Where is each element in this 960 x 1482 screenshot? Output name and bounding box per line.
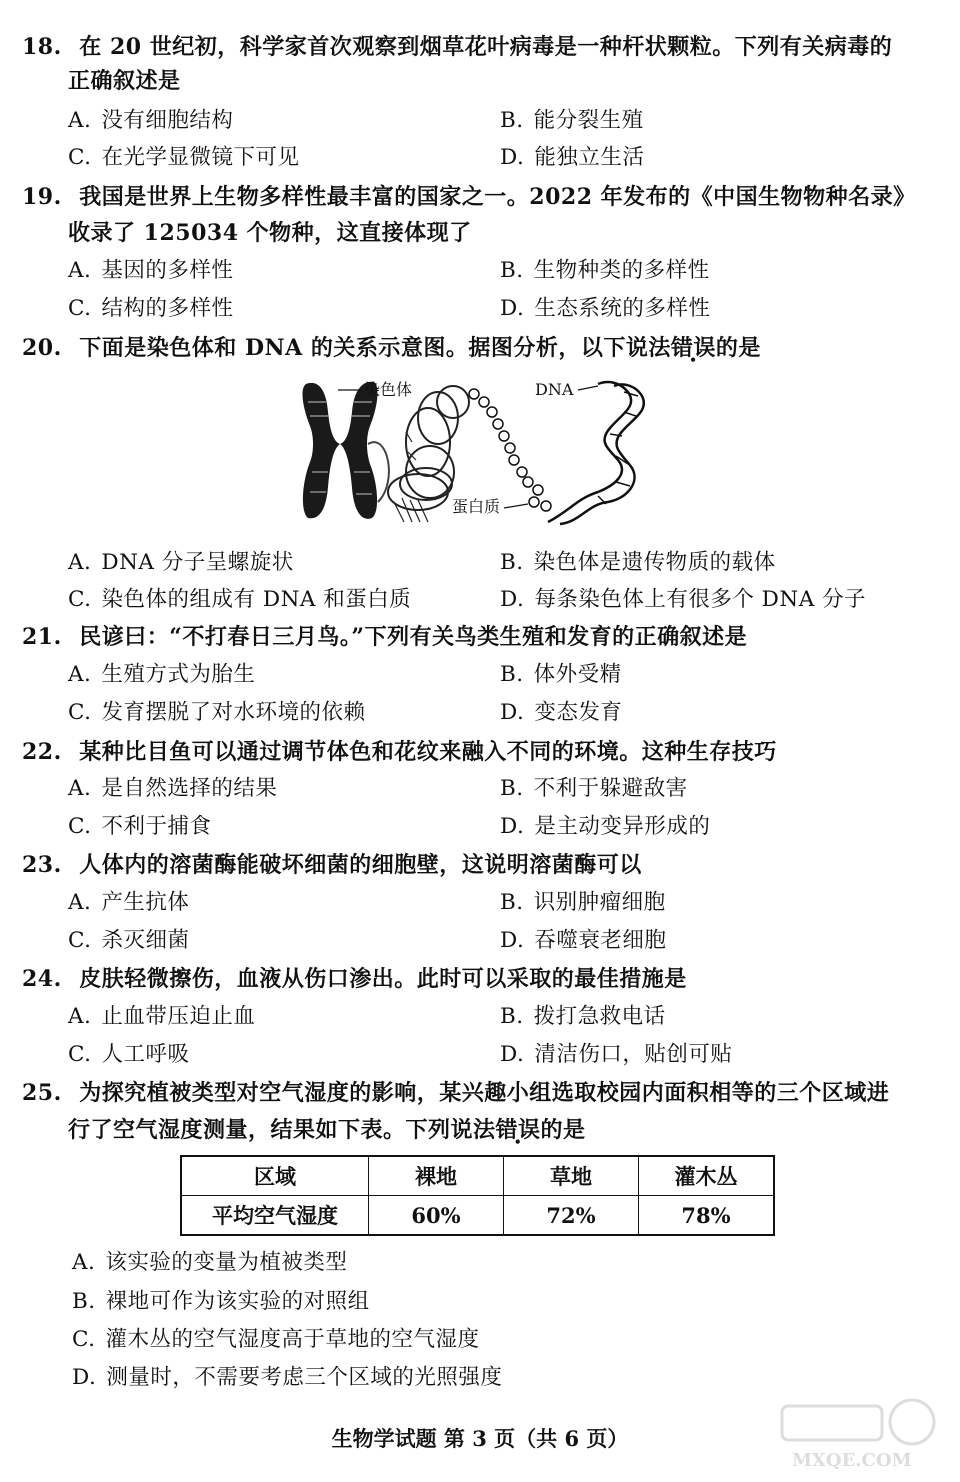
q25-stem-line2: 行了空气湿度测量，结果如下表。下列说法错误的是: [68, 1117, 586, 1143]
q20-option-d: D. 每条染色体上有很多个 DNA 分子: [500, 587, 867, 612]
table-cell: 72%: [504, 1196, 639, 1236]
q23-option-d: D. 吞噬衰老细胞: [500, 928, 667, 953]
q19-option-a: A. 基因的多样性: [68, 258, 234, 283]
table-cell: 78%: [639, 1196, 775, 1236]
q25-number: 25.: [22, 1080, 62, 1106]
q20-option-a: A. DNA 分子呈螺旋状: [68, 550, 294, 575]
q24-option-a: A. 止血带压迫止血: [68, 1004, 256, 1029]
table-row: [181, 1196, 774, 1236]
q19-number: 19.: [22, 184, 62, 210]
table-cell: 区域: [181, 1156, 369, 1196]
q18-stem-text-1: 在 20 世纪初，科学家首次观察到烟草花叶病毒是一种杆状颗粒。下列有关病毒的: [79, 34, 893, 60]
q20-emphasis: 错误: [670, 335, 716, 361]
table-cell: 灌木丛: [639, 1156, 775, 1196]
humidity-table: [180, 1155, 775, 1236]
q25-stem-line1: 25. 为探究植被类型对空气湿度的影响，某兴趣小组选取校园内面积相等的三个区域进: [22, 1080, 890, 1106]
q25-emphasis: 错误: [495, 1117, 541, 1143]
protein-label: 蛋白质: [452, 497, 501, 516]
q25-option-d: D. 测量时，不需要考虑三个区域的光照强度: [72, 1365, 503, 1390]
q22-option-a: A. 是自然选择的结果: [68, 776, 278, 801]
q24-option-c: C. 人工呼吸: [68, 1042, 190, 1067]
chromosome-label: 染色体: [364, 380, 413, 399]
q21-number: 21.: [22, 624, 62, 650]
q21-option-c: C. 发育摆脱了对水环境的依赖: [68, 700, 366, 725]
q18-option-a: A. 没有细胞结构: [68, 108, 234, 133]
q20-option-c: C. 染色体的组成有 DNA 和蛋白质: [68, 587, 412, 612]
q21-option-d: D. 变态发育: [500, 700, 623, 725]
q23-option-c: C. 杀灭细菌: [68, 928, 190, 953]
q24-option-b: B. 拨打急救电话: [500, 1004, 666, 1029]
q24-option-d: D. 清洁伤口，贴创可贴: [500, 1042, 733, 1067]
table-cell: 草地: [504, 1156, 639, 1196]
q19-option-c: C. 结构的多样性: [68, 296, 234, 321]
coiled-chromatin: [388, 386, 469, 510]
q18-option-c: C. 在光学显微镜下可见: [68, 145, 300, 170]
q18-option-d: D. 能独立生活: [500, 145, 645, 170]
q19-stem-text-2: 收录了 125034 个物种，这直接体现了: [68, 220, 472, 246]
q18-stem-text-2: 正确叙述是: [68, 68, 181, 94]
q21-option-a: A. 生殖方式为胎生: [68, 662, 256, 687]
dna-double-helix: [548, 382, 644, 524]
q20-option-b: B. 染色体是遗传物质的载体: [500, 550, 776, 575]
dna-label: DNA: [535, 380, 574, 399]
svg-text:MXQE.COM: MXQE.COM: [792, 1450, 912, 1471]
chromosome-dna-diagram: [298, 372, 658, 532]
page-footer: 生物学试题 第 3 页（共 6 页）: [331, 1426, 629, 1451]
table-cell: 平均空气湿度: [181, 1196, 369, 1236]
q25-option-c: C. 灌木丛的空气湿度高于草地的空气湿度: [72, 1327, 480, 1352]
q24-number: 24.: [22, 966, 62, 992]
q20-stem: 20. 下面是染色体和 DNA 的关系示意图。据图分析，以下说法错误的是: [22, 335, 761, 361]
q22-number: 22.: [22, 739, 62, 765]
q23-option-b: B. 识别肿瘤细胞: [500, 890, 666, 915]
q24-stem: 24. 皮肤轻微擦伤，血液从伤口渗出。此时可以采取的最佳措施是: [22, 966, 687, 992]
q23-number: 23.: [22, 852, 62, 878]
q25-option-a: A. 该实验的变量为植被类型: [72, 1250, 348, 1275]
q19-option-b: B. 生物种类的多样性: [500, 258, 710, 283]
q18-option-b: B. 能分裂生殖: [500, 108, 644, 133]
q22-option-b: B. 不利于躲避敌害: [500, 776, 688, 801]
table-header-row: [181, 1156, 774, 1196]
table-cell: 裸地: [369, 1156, 504, 1196]
q21-stem: 21. 民谚曰：“不打春日三月鸟。”下列有关鸟类生殖和发育的正确叙述是: [22, 624, 748, 650]
q19-stem-line1: [22, 182, 916, 213]
q21-option-b: B. 体外受精: [500, 662, 622, 687]
q25-option-b: B. 裸地可作为该实验的对照组: [72, 1289, 370, 1314]
nucleosome-beads: [469, 389, 551, 511]
q23-option-a: A. 产生抗体: [68, 890, 190, 915]
q19-stem-text-1: 我国是世界上生物多样性最丰富的国家之一。2022 年发布的《中国生物物种名录》: [79, 184, 916, 210]
q18-stem-line1: [22, 32, 892, 63]
q22-option-d: D. 是主动变异形成的: [500, 814, 711, 839]
watermark-logo: [772, 1394, 942, 1474]
q23-stem: 23. 人体内的溶菌酶能破坏细菌的细胞壁，这说明溶菌酶可以: [22, 852, 642, 878]
q18-number: 18.: [22, 34, 62, 60]
table-cell: 60%: [369, 1196, 504, 1236]
q20-number: 20.: [22, 335, 62, 361]
q19-option-d: D. 生态系统的多样性: [500, 296, 711, 321]
q22-stem: 22. 某种比目鱼可以通过调节体色和花纹来融入不同的环境。这种生存技巧: [22, 739, 777, 765]
q22-option-c: C. 不利于捕食: [68, 814, 212, 839]
